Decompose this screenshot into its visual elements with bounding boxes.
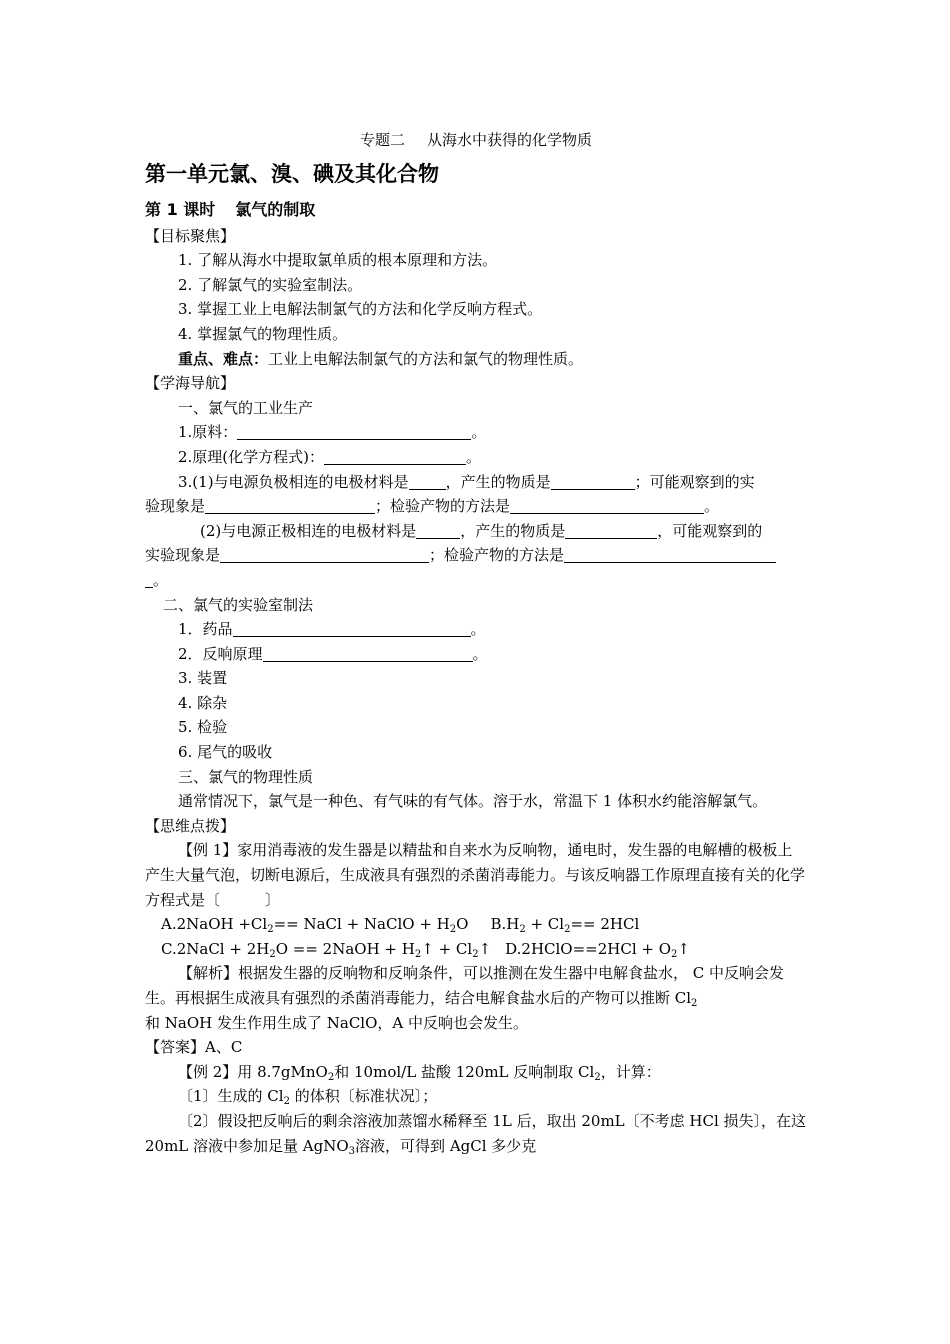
key-points [145,347,807,372]
goals-heading: 【目标聚焦】 [145,226,236,245]
thinking-heading: 【思维点拨】 [145,816,236,835]
lesson-title [145,198,807,222]
options-cd: C.2NaCl + $2H_2O$ == 2NaOH + $H_2↑$ + $Cl_2↑$ D.2HClO==2HCl + $O_2↑$ [161,939,690,960]
answer-blank[interactable] [416,522,460,539]
key-label: 重点、难点： [178,349,269,368]
answer-blank[interactable] [145,571,153,588]
answer-blank[interactable] [510,497,704,514]
unit-title: 第一单元氯、溴、碘及其化合物 [145,161,439,186]
answer-blank[interactable] [205,497,375,514]
list-item: 3. 装置 [178,669,228,688]
answer-blank[interactable] [324,448,466,465]
list-item: 5. 检验 [178,718,228,737]
goal-item: 3. 掌握工业上电解法制氯气的方法和化学反响方程式。 [178,300,543,319]
reagent-line: 1．药品 。 [178,620,486,639]
goal-item: 1. 了解从海水中提取氯单质的根本原理和方法。 [178,251,498,270]
reaction-line: 2．反响原理 。 [178,644,488,663]
example-2: 【例 2】用 8.7gMnO$_2$和 10mol/L 盐酸 120mL 反响制取 $Cl_2$，计算： [178,1062,661,1083]
answer: 【答案】A、C [145,1038,243,1057]
analysis: 【解析】根据发生器的反响物和反响条件，可以推测在发生器中电解食盐水， C 中反响会发生。再根据生成液具有强烈的杀菌消毒能力，结合电解食盐水后的产物可以推断 $Cl_2$ 和 NaOH 发生作用生成了 NaClO，A 中反响也会发生。 [145,964,785,1032]
topic-name: 从海水中获得的化学物质 [427,131,593,149]
answer-blank[interactable] [233,620,471,637]
topic-title [145,128,807,153]
answer-blank[interactable] [564,546,776,563]
topic-number: 专题二 [359,131,405,149]
document-page [145,128,807,1158]
answer-blank[interactable] [237,423,471,440]
answer-blank[interactable] [220,546,429,563]
question-3-2: (2)与电源正极相连的电极材料是 ，产生的物质是 ，可能观察到的 实验现象是 ；检验产物的方法是 。 [145,519,807,593]
answer-blank[interactable] [551,473,635,490]
guide-heading: 【学海导航】 [145,374,236,393]
answer-blank[interactable] [263,645,473,662]
question-3-1: 3.(1)与电源负极相连的电极材料是 ，产生的物质是 ；可能观察到的实 验现象是 ；检验产物的方法是 。 [145,472,755,516]
example-1: 【例 1】家用消毒液的发生器是以精盐和自来水为反响物，通电时，发生器的电解槽的极板上产生大量气泡，切断电源后，生成液具有强烈的杀菌消毒能力。与该反响器工作原理直接有关的化学方程式是〔 〕 [145,841,806,909]
list-item: 6. 尾气的吸收 [178,743,273,762]
list-item: 4. 除杂 [178,693,228,712]
question-1: 〔1〕生成的 $Cl_2$ 的体积〔标准状况〕； [178,1087,438,1108]
lesson-name: 氯气的制取 [235,199,316,219]
physical-properties: 通常情况下，氯气是一种色、有气味的有气体。溶于水，常温下 1 体积水约能溶解氯气。 [178,792,768,811]
goal-item: 4. 掌握氯气的物理性质。 [178,324,348,343]
section-3-title: 三、氯气的物理性质 [178,767,314,786]
answer-blank[interactable] [565,522,657,539]
answer-blank[interactable] [409,473,446,490]
options-ab: A.2NaOH $+Cl_2==$ NaCl + NaClO + $H_2O$ $B.H_2 + Cl_2== 2HCl$ [161,915,640,936]
question-2: 〔2〕假设把反响后的剩余溶液加蒸馏水稀释至 1L 后，取出 20mL〔不考虑 HCl 损失〕，在这 20mL 溶液中参加足量 AgNO$_3$溶液，可得到 AgCl 多少克 [145,1111,807,1157]
lesson-number: 第 1 课时 [145,199,216,219]
section-1-title: 一、氯气的工业生产 [178,398,314,417]
section-2-title: 二、氯气的实验室制法 [163,595,314,614]
principle-line: 2.原理(化学方程式)： 。 [178,447,482,466]
raw-material-line: 1.原料： 。 [178,423,487,442]
goal-item: 2. 了解氯气的实验室制法。 [178,275,363,294]
key-text: 工业上电解法制氯气的方法和氯气的物理性质。 [268,349,584,368]
